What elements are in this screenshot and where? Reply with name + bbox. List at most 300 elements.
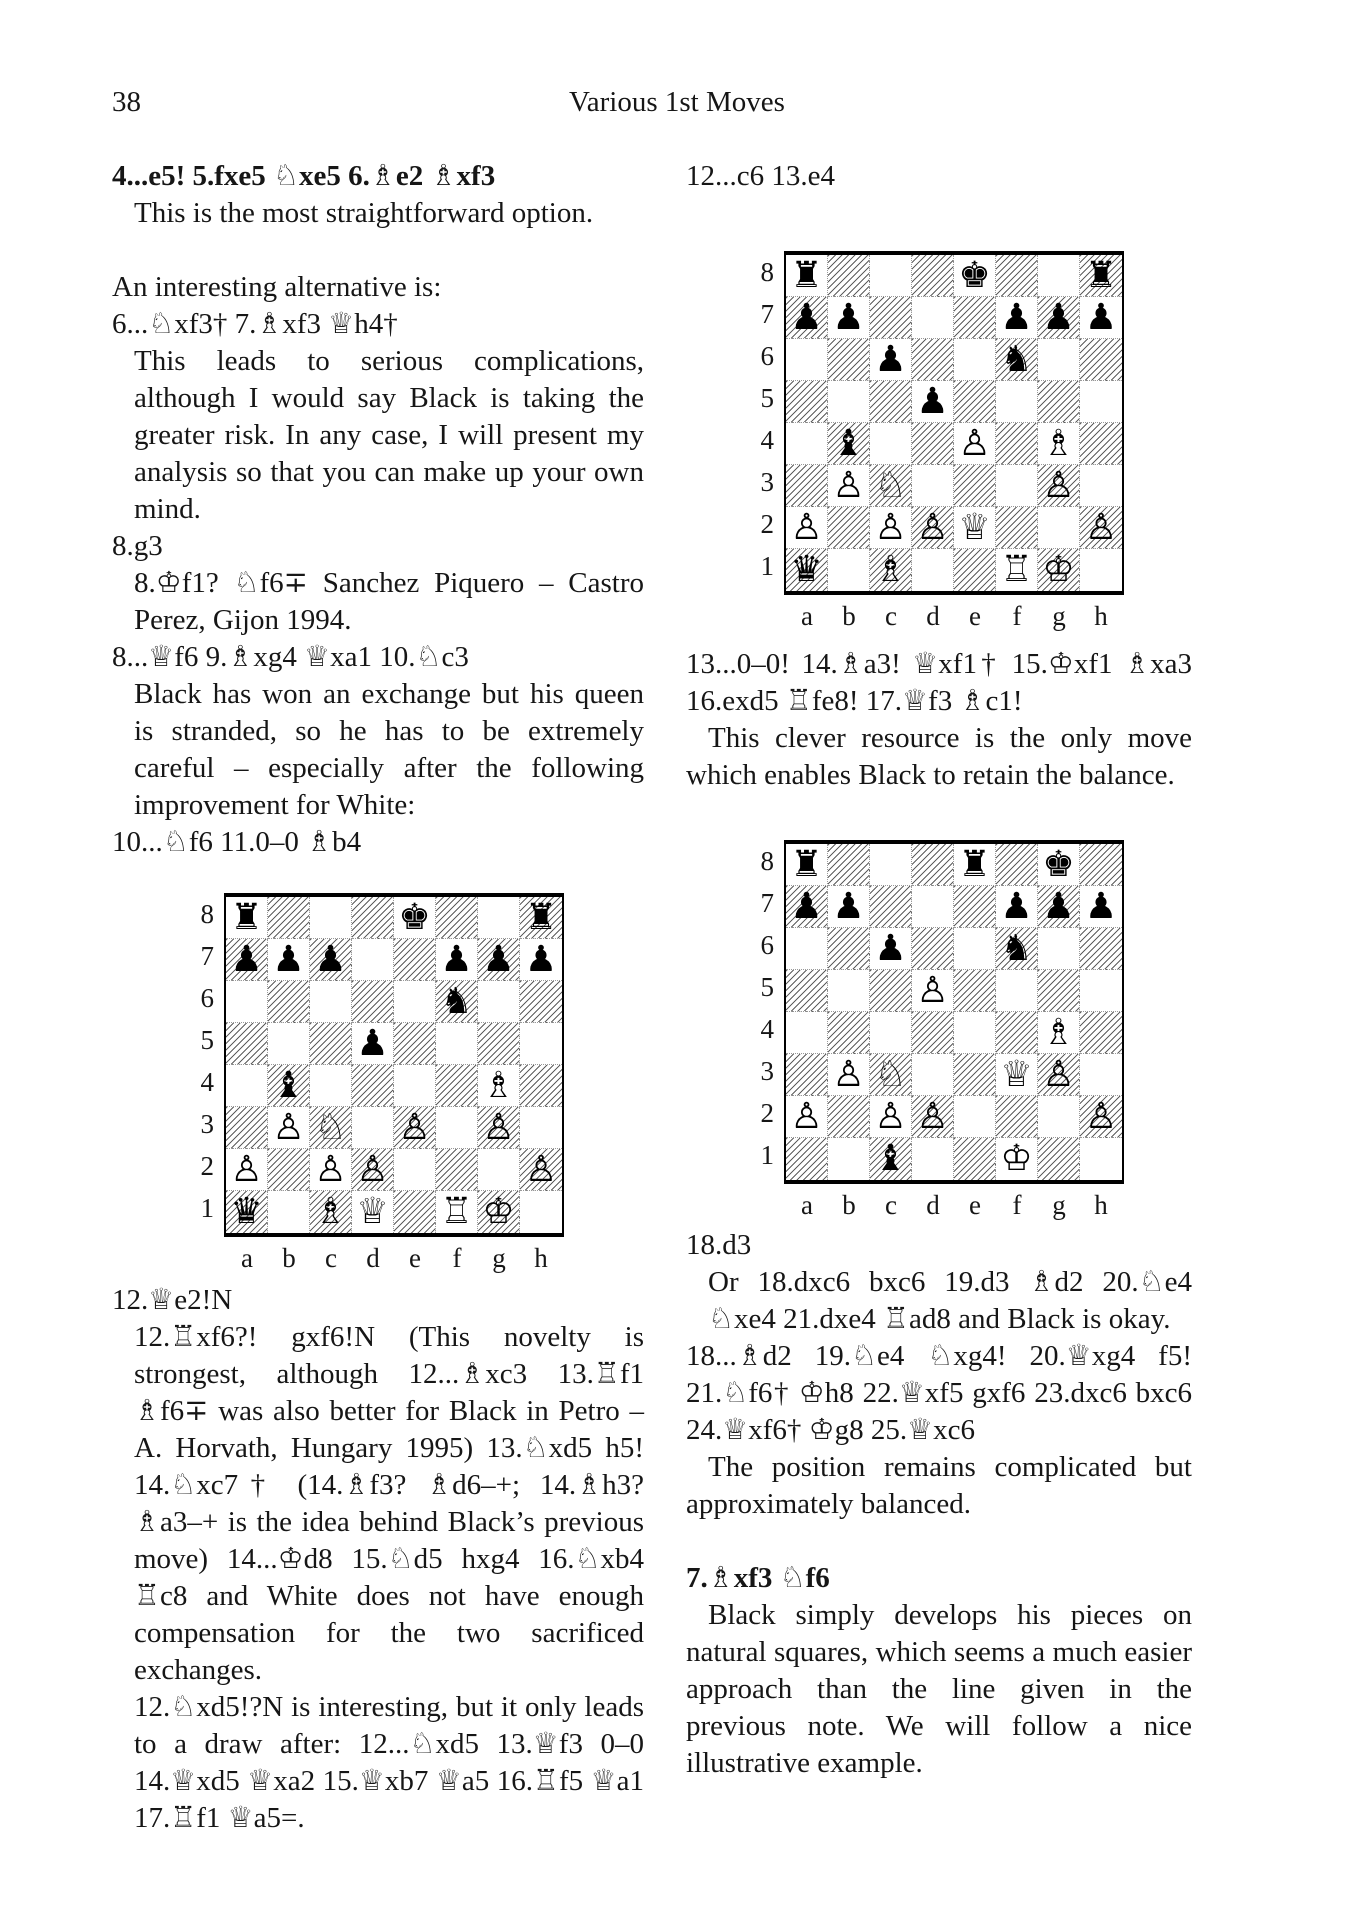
paragraph-exchange: Black has won an exchange but his queen is stranded, so he has to be extremely careful – especially after the following improvement for White: <box>134 678 644 821</box>
board-square <box>394 897 436 939</box>
white-pawn-piece: ♙ <box>790 1095 823 1137</box>
board-square <box>996 1054 1038 1096</box>
board-square <box>870 1138 912 1180</box>
file-label: c <box>885 601 897 631</box>
white-bishop-piece: ♗ <box>482 1064 515 1106</box>
white-rook-piece: ♖ <box>1000 549 1033 590</box>
board-square <box>870 1054 912 1096</box>
black-pawn-piece: ♟ <box>272 938 305 980</box>
board-square <box>828 1054 870 1096</box>
board-square <box>478 939 520 981</box>
board-square <box>1080 255 1122 297</box>
file-label: e <box>969 1190 981 1220</box>
board-square <box>1038 928 1080 970</box>
board-square <box>870 381 912 423</box>
board-square <box>912 465 954 507</box>
white-pawn-piece: ♙ <box>958 422 991 464</box>
paragraph-clever: This clever resource is the only move which enables Black to retain the balance. <box>686 722 1192 791</box>
board-square <box>1038 1096 1080 1138</box>
board-square <box>870 928 912 970</box>
file-label: d <box>926 601 940 631</box>
file-label: h <box>1094 1190 1108 1220</box>
file-label: b <box>842 1190 856 1220</box>
board-square <box>912 255 954 297</box>
board-square <box>786 549 828 591</box>
rank-label: 3 <box>760 467 774 497</box>
black-pawn-piece: ♟ <box>1000 296 1033 338</box>
board-square <box>1038 886 1080 928</box>
board-square <box>520 1107 562 1149</box>
paragraph-complications: This leads to serious complications, although I would say Black is taking the greater risk. In any case, I will present my analysis so that you can make up your own mind. <box>134 345 644 525</box>
board-square <box>870 549 912 591</box>
white-pawn-piece: ♙ <box>832 464 865 506</box>
board-square <box>352 1065 394 1107</box>
board-square <box>520 897 562 939</box>
board-square <box>870 423 912 465</box>
board-square <box>912 844 954 886</box>
black-pawn-piece: ♟ <box>874 927 907 969</box>
white-king-piece: ♔ <box>482 1191 515 1232</box>
board-square <box>954 970 996 1012</box>
mainline-heading-2: 7.♗xf3 ♘f6 <box>686 1562 830 1594</box>
board-square <box>954 465 996 507</box>
black-rook-piece: ♜ <box>1084 254 1118 296</box>
rank-label: 5 <box>200 1025 214 1055</box>
board-square <box>996 255 1038 297</box>
rank-label: 6 <box>760 341 774 371</box>
white-queen-piece: ♕ <box>1000 1053 1033 1095</box>
board-square <box>436 1191 478 1233</box>
board-square <box>268 1065 310 1107</box>
file-label: g <box>1052 601 1066 631</box>
file-label: f <box>1012 601 1022 631</box>
black-pawn-piece: ♟ <box>916 380 949 422</box>
board-square <box>352 897 394 939</box>
rank-label: 3 <box>200 1109 214 1139</box>
board-square <box>310 1023 352 1065</box>
board-square <box>996 1096 1038 1138</box>
board-square <box>912 549 954 591</box>
white-pawn-piece: ♙ <box>916 506 949 548</box>
board-square <box>870 1012 912 1054</box>
board-square <box>394 1023 436 1065</box>
board-square <box>828 1138 870 1180</box>
black-queen-piece: ♛ <box>790 549 823 590</box>
board-square <box>870 339 912 381</box>
board-square <box>1080 297 1122 339</box>
chess-diagram-2 <box>750 251 1192 632</box>
white-pawn-piece: ♙ <box>356 1148 389 1190</box>
board-square <box>268 1149 310 1191</box>
variation-note-kf1: 8.♔f1? ♘f6∓ Sanchez Piquero – Castro Perez, Gijon 1994. <box>134 567 644 636</box>
white-pawn-piece: ♙ <box>398 1106 431 1148</box>
white-pawn-piece: ♙ <box>482 1106 515 1148</box>
board-square <box>912 1138 954 1180</box>
black-pawn-piece: ♟ <box>482 938 515 980</box>
black-pawn-piece: ♟ <box>1084 296 1118 338</box>
rank-label: 4 <box>760 425 774 455</box>
variation-note-nxd5: 12.♘xd5!?N is interesting, but it only leads to a draw after: 12...♘xd5 13.♕f3 0–0 14.♕xd5 ♕xa2 15.♕xb7 ♕a5 16.♖f5 ♕a1 17.♖f1 ♕a5=. <box>134 1691 644 1834</box>
mainline-heading: 4...e5! 5.fxe5 ♘xe5 6.♗e2 ♗xf3 <box>112 160 496 192</box>
board-square <box>1080 507 1122 549</box>
white-pawn-piece: ♙ <box>874 506 907 548</box>
black-king-piece: ♚ <box>958 254 991 296</box>
white-pawn-piece: ♙ <box>832 1053 865 1095</box>
board-square <box>226 1023 268 1065</box>
black-pawn-piece: ♟ <box>314 938 347 980</box>
white-king-piece: ♔ <box>1042 549 1075 590</box>
board-square <box>352 1191 394 1233</box>
white-rook-piece: ♖ <box>440 1191 473 1232</box>
rank-label: 8 <box>200 899 214 929</box>
black-pawn-piece: ♟ <box>1084 885 1118 927</box>
board-square <box>520 1191 562 1233</box>
file-label: a <box>801 601 813 631</box>
board-square <box>1038 297 1080 339</box>
board-square <box>436 1023 478 1065</box>
file-label: f <box>452 1243 462 1273</box>
black-knight-piece: ♞ <box>440 980 473 1022</box>
white-queen-piece: ♕ <box>958 506 991 548</box>
board-square <box>786 339 828 381</box>
rank-label: 2 <box>200 1151 214 1181</box>
file-label: a <box>241 1243 253 1273</box>
board-square <box>310 1107 352 1149</box>
board-square <box>786 970 828 1012</box>
board-square <box>1080 423 1122 465</box>
paragraph-balanced: The position remains complicated but approximately balanced. <box>686 1451 1192 1520</box>
file-label: e <box>969 601 981 631</box>
board-square <box>226 1191 268 1233</box>
white-bishop-piece: ♗ <box>1042 422 1075 464</box>
board-square <box>954 1138 996 1180</box>
file-labels <box>786 601 1192 632</box>
board-square <box>520 981 562 1023</box>
board-square <box>786 928 828 970</box>
black-king-piece: ♚ <box>1042 843 1075 885</box>
paragraph-intro: This is the most straightforward option. <box>134 197 594 229</box>
file-label: g <box>492 1243 506 1273</box>
black-pawn-piece: ♟ <box>356 1022 389 1064</box>
chess-diagram-3 <box>750 840 1192 1221</box>
move-line: 6...♘xf3† 7.♗xf3 ♕h4† <box>112 308 398 340</box>
board-square <box>352 939 394 981</box>
board-square <box>828 1012 870 1054</box>
white-pawn-piece: ♙ <box>1042 464 1075 506</box>
board-square <box>268 897 310 939</box>
board-square <box>828 507 870 549</box>
board-square <box>954 423 996 465</box>
board-square <box>520 1065 562 1107</box>
board-square <box>870 1096 912 1138</box>
move-line: 10...♘f6 11.0–0 ♗b4 <box>112 826 362 858</box>
file-label: c <box>325 1243 337 1273</box>
rank-label: 4 <box>760 1014 774 1044</box>
board-square <box>996 339 1038 381</box>
board-square <box>1038 381 1080 423</box>
rank-label: 8 <box>760 257 774 287</box>
board-square <box>954 1096 996 1138</box>
board-square <box>268 1023 310 1065</box>
rank-label: 1 <box>760 1140 774 1170</box>
white-bishop-piece: ♗ <box>874 549 907 590</box>
black-pawn-piece: ♟ <box>1042 885 1075 927</box>
black-bishop-piece: ♝ <box>874 1138 907 1179</box>
black-pawn-piece: ♟ <box>790 296 823 338</box>
right-column <box>686 158 1192 1782</box>
board-square <box>828 844 870 886</box>
black-pawn-piece: ♟ <box>832 885 865 927</box>
white-pawn-piece: ♙ <box>230 1148 263 1190</box>
board-square <box>786 1054 828 1096</box>
move-line: 12.♕e2!N <box>112 1284 233 1316</box>
move-line: 12...c6 13.e4 <box>686 160 835 192</box>
white-pawn-piece: ♙ <box>1084 1095 1118 1137</box>
file-label: b <box>282 1243 296 1273</box>
board-square <box>954 507 996 549</box>
white-queen-piece: ♕ <box>356 1191 389 1232</box>
board-square <box>436 1107 478 1149</box>
board-square <box>828 255 870 297</box>
black-rook-piece: ♜ <box>524 896 558 938</box>
black-queen-piece: ♛ <box>230 1191 263 1232</box>
file-label: e <box>409 1243 421 1273</box>
board-square <box>786 381 828 423</box>
board-square <box>996 549 1038 591</box>
board-square <box>828 549 870 591</box>
board-square <box>954 381 996 423</box>
rank-label: 1 <box>200 1193 214 1223</box>
chess-board <box>784 251 1124 595</box>
white-knight-piece: ♘ <box>314 1106 347 1148</box>
board-square <box>310 939 352 981</box>
board-square <box>436 897 478 939</box>
board-square <box>996 970 1038 1012</box>
board-square <box>1038 507 1080 549</box>
board-square <box>520 939 562 981</box>
board-square <box>828 297 870 339</box>
running-header-title: Various 1st Moves <box>569 86 785 118</box>
spacer <box>112 232 644 269</box>
chess-board <box>784 840 1124 1184</box>
board-square <box>226 939 268 981</box>
board-square <box>912 928 954 970</box>
board-square <box>1080 1054 1122 1096</box>
board-square <box>394 1149 436 1191</box>
rank-label: 3 <box>760 1056 774 1086</box>
board-square <box>828 886 870 928</box>
board-square <box>520 1023 562 1065</box>
variation-note-rxf6: 12.♖xf6?! gxf6!N (This novelty is strongest, although 12...♗xc3 13.♖f1 ♗f6∓ was also better for Black in Petro – A. Horvath, Hungary 1995) 13.♘xd5 h5! 14.♘xc7† (14.♗f3? ♗d6–+; 14.♗h3? ♗a3–+ is the idea behind Black’s previous move) 14...♔d8 15.♘d5 hxg4 16.♘xb4 ♖c8 and White does not have enough compensation for the two sacrificed exchanges. <box>134 1321 644 1686</box>
white-pawn-piece: ♙ <box>272 1106 305 1148</box>
board-square <box>912 339 954 381</box>
board-square <box>268 1107 310 1149</box>
board-square <box>436 1065 478 1107</box>
board-square <box>1080 928 1122 970</box>
board-square <box>786 423 828 465</box>
board-square <box>996 423 1038 465</box>
board-square <box>1080 465 1122 507</box>
chess-diagram-1 <box>190 893 644 1274</box>
rank-label: 5 <box>760 972 774 1002</box>
white-bishop-piece: ♗ <box>314 1191 347 1232</box>
board-square <box>1038 1138 1080 1180</box>
black-rook-piece: ♜ <box>790 843 823 885</box>
board-square <box>1080 970 1122 1012</box>
board-square <box>268 939 310 981</box>
board-square <box>352 1023 394 1065</box>
board-square <box>786 507 828 549</box>
white-pawn-piece: ♙ <box>524 1148 558 1190</box>
board-square <box>954 549 996 591</box>
board-square <box>436 939 478 981</box>
spacer <box>686 1523 1192 1560</box>
left-column <box>112 158 644 1837</box>
rank-label: 2 <box>760 1098 774 1128</box>
white-pawn-piece: ♙ <box>874 1095 907 1137</box>
move-line: 8.g3 <box>112 530 163 562</box>
board-square <box>786 297 828 339</box>
move-line: 8...♕f6 9.♗xg4 ♕xa1 10.♘c3 <box>112 641 469 673</box>
rank-label: 8 <box>760 846 774 876</box>
board-square <box>786 255 828 297</box>
board-square <box>912 1096 954 1138</box>
board-square <box>870 297 912 339</box>
black-bishop-piece: ♝ <box>832 422 865 464</box>
rank-labels <box>750 251 784 595</box>
board-square <box>226 897 268 939</box>
board-square <box>912 381 954 423</box>
board-square <box>870 465 912 507</box>
board-square <box>1080 844 1122 886</box>
board-square <box>1038 465 1080 507</box>
white-pawn-piece: ♙ <box>916 969 949 1011</box>
chess-board <box>224 893 564 1237</box>
black-pawn-piece: ♟ <box>790 885 823 927</box>
board-square <box>394 1065 436 1107</box>
board-square <box>1038 1012 1080 1054</box>
board-square <box>478 897 520 939</box>
rank-label: 2 <box>760 509 774 539</box>
white-king-piece: ♔ <box>1000 1138 1033 1179</box>
rank-label: 5 <box>760 383 774 413</box>
board-square <box>394 981 436 1023</box>
rank-label: 4 <box>200 1067 214 1097</box>
board-square <box>996 1138 1038 1180</box>
white-pawn-piece: ♙ <box>916 1095 949 1137</box>
board-square <box>226 981 268 1023</box>
board-square <box>478 981 520 1023</box>
board-square <box>870 886 912 928</box>
board-square <box>268 1191 310 1233</box>
board-square <box>996 928 1038 970</box>
white-knight-piece: ♘ <box>874 464 907 506</box>
white-pawn-piece: ♙ <box>790 506 823 548</box>
board-square <box>996 844 1038 886</box>
board-square <box>912 1012 954 1054</box>
board-square <box>1038 970 1080 1012</box>
file-label: h <box>534 1243 548 1273</box>
board-square <box>996 381 1038 423</box>
black-bishop-piece: ♝ <box>272 1064 305 1106</box>
board-square <box>996 465 1038 507</box>
white-bishop-piece: ♗ <box>1042 1011 1075 1053</box>
black-pawn-piece: ♟ <box>832 296 865 338</box>
board-square <box>954 1012 996 1054</box>
board-square <box>912 423 954 465</box>
board-square <box>268 981 310 1023</box>
board-square <box>436 1149 478 1191</box>
move-line: 18.d3 <box>686 1229 752 1261</box>
board-square <box>310 981 352 1023</box>
board-square <box>352 1107 394 1149</box>
board-square <box>1080 381 1122 423</box>
board-square <box>954 297 996 339</box>
board-square <box>478 1065 520 1107</box>
board-square <box>1038 844 1080 886</box>
board-square <box>912 1054 954 1096</box>
board-square <box>520 1149 562 1191</box>
board-square <box>1080 1012 1122 1054</box>
board-square <box>478 1149 520 1191</box>
file-labels <box>226 1243 644 1274</box>
board-square <box>954 886 996 928</box>
black-rook-piece: ♜ <box>230 896 263 938</box>
page-number: 38 <box>112 86 141 118</box>
white-pawn-piece: ♙ <box>314 1148 347 1190</box>
board-square <box>912 970 954 1012</box>
board-square <box>996 297 1038 339</box>
board-square <box>1080 1138 1122 1180</box>
board-square <box>1038 339 1080 381</box>
file-label: d <box>926 1190 940 1220</box>
board-square <box>954 255 996 297</box>
board-square <box>912 507 954 549</box>
rank-label: 6 <box>200 983 214 1013</box>
white-knight-piece: ♘ <box>874 1053 907 1095</box>
board-square <box>352 981 394 1023</box>
board-square <box>478 1107 520 1149</box>
file-label: a <box>801 1190 813 1220</box>
board-square <box>394 939 436 981</box>
move-line: 18...♗d2 19.♘e4 ♘xg4! 20.♕xg4 f5! 21.♘f6† ♔h8 22.♕xf5 gxf6 23.dxc6 bxc6 24.♕xf6† ♔g8 25.♕xc6 <box>686 1340 1192 1446</box>
black-knight-piece: ♞ <box>1000 927 1033 969</box>
black-pawn-piece: ♟ <box>524 938 558 980</box>
board-square <box>996 507 1038 549</box>
file-label: c <box>885 1190 897 1220</box>
board-square <box>310 1191 352 1233</box>
board-square <box>786 465 828 507</box>
board-square <box>310 1149 352 1191</box>
board-square <box>478 1191 520 1233</box>
line-alternative: An interesting alternative is: <box>112 271 442 303</box>
board-square <box>352 1149 394 1191</box>
black-rook-piece: ♜ <box>790 254 823 296</box>
board-square <box>786 1138 828 1180</box>
rank-label: 6 <box>760 930 774 960</box>
rank-label: 7 <box>760 888 774 918</box>
black-king-piece: ♚ <box>398 896 431 938</box>
board-square <box>1038 255 1080 297</box>
rank-labels <box>750 840 784 1184</box>
board-square <box>996 1012 1038 1054</box>
black-pawn-piece: ♟ <box>874 338 907 380</box>
black-pawn-piece: ♟ <box>440 938 473 980</box>
board-square <box>870 844 912 886</box>
board-square <box>1038 423 1080 465</box>
board-square <box>912 297 954 339</box>
board-square <box>1080 886 1122 928</box>
